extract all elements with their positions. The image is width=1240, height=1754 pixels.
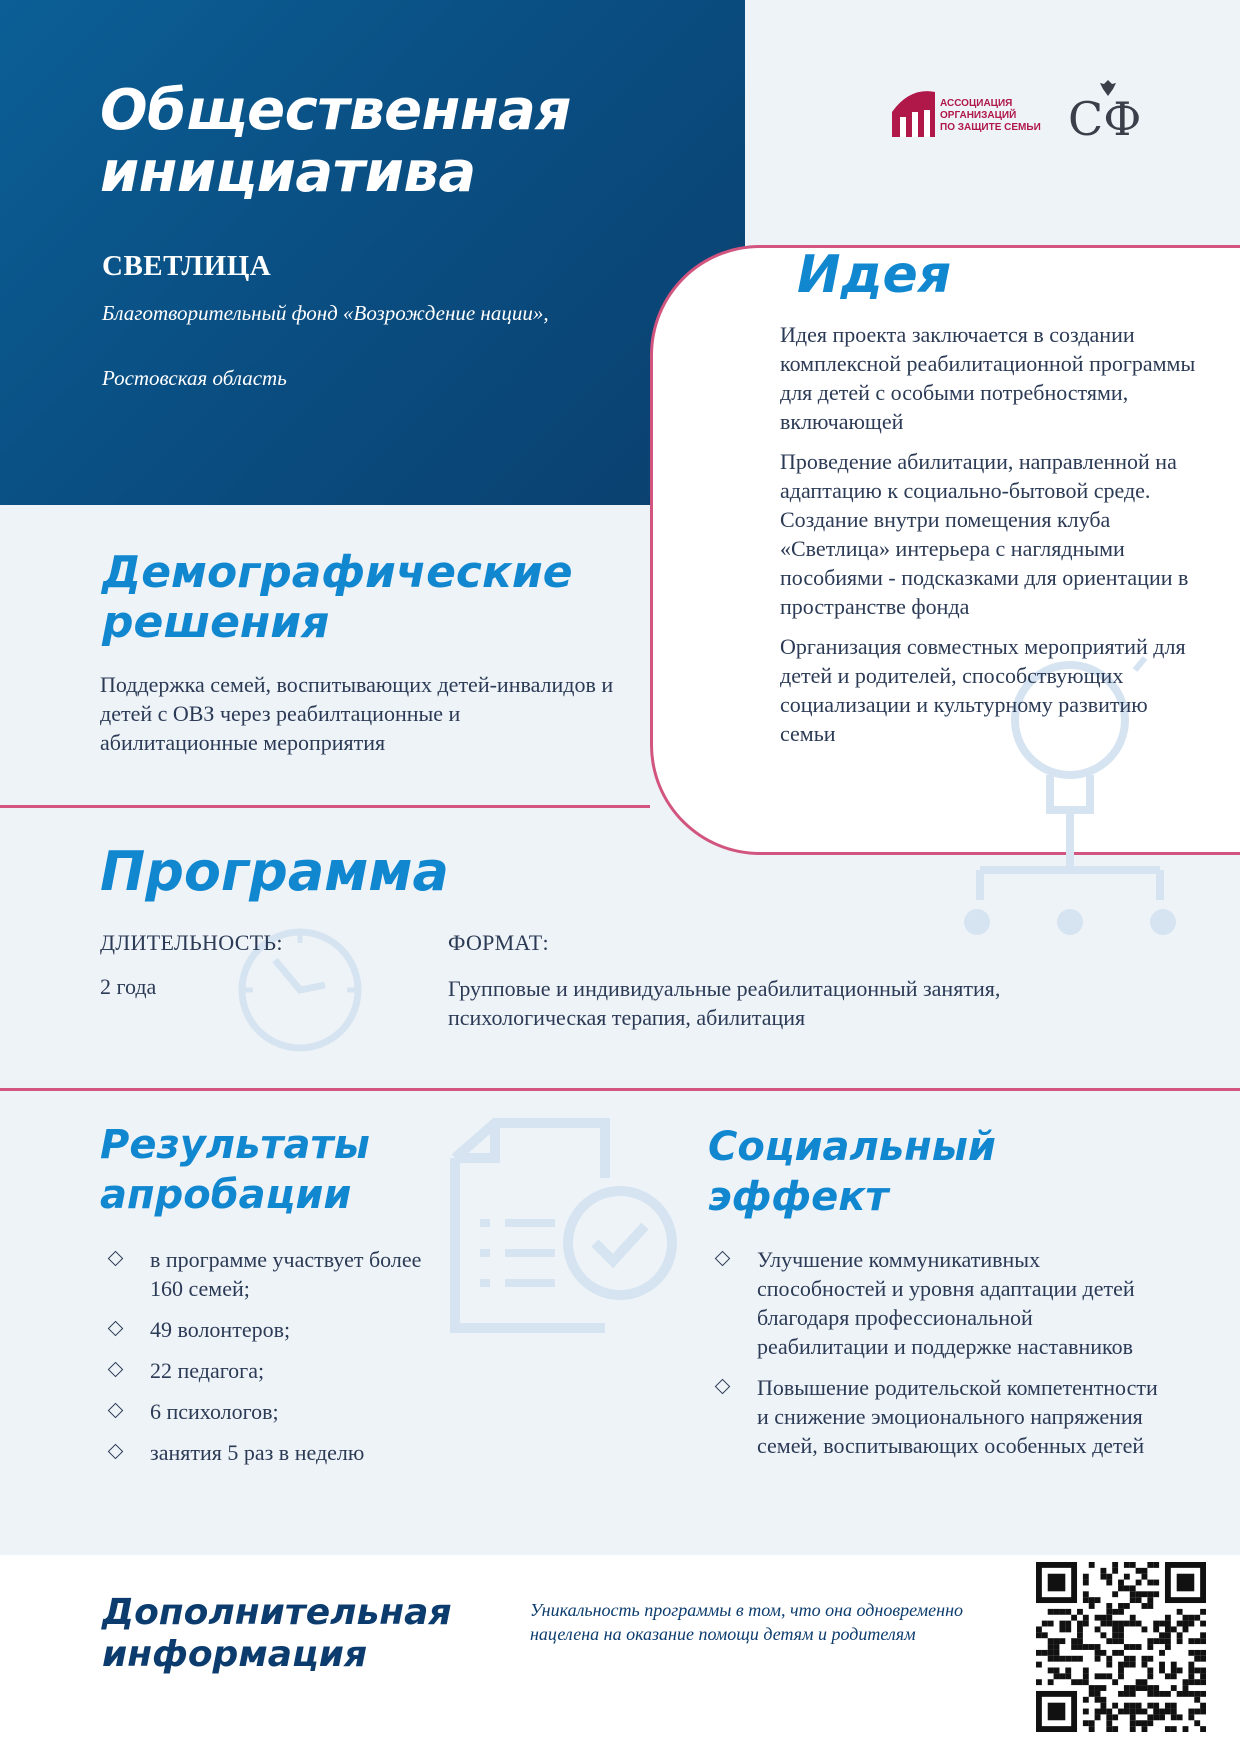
- list-item: [105, 1245, 435, 1303]
- list-item-text: 6 психологов;: [150, 1399, 279, 1424]
- program-title: Программа: [100, 840, 449, 903]
- diamond-bullet-icon: [715, 1379, 731, 1395]
- idea-paragraph: Организация совместных мероприятий для детей и родителей, способствующих социализации и культурному развитию семьи: [780, 634, 1186, 746]
- diamond-bullet-icon: [108, 1362, 124, 1378]
- idea-paragraph: Проведение абилитации, направленной на адаптацию к социально-бытовой среде. Создание внутри помещения клуба «Светлица» интерьера с наглядными пособиями - подсказками для ориентации в пространстве фонда: [780, 449, 1189, 619]
- page-title-line2: инициатива: [100, 140, 476, 205]
- duration-label: ДЛИТЕЛЬНОСТЬ:: [100, 930, 283, 955]
- divider: [0, 805, 650, 808]
- social-title-line1: Социальный: [708, 1124, 996, 1170]
- format-value: Групповые и индивидуальные реабилитационный занятия, психологическая терапия, абилитация: [448, 976, 1001, 1030]
- divider: [0, 1088, 1240, 1091]
- organization-name: Благотворительный фонд «Возрождение нации»,: [102, 301, 549, 325]
- list-item-text: занятия 5 раз в неделю: [150, 1440, 365, 1465]
- results-list: [105, 1245, 435, 1479]
- list-item-text: 49 волонтеров;: [150, 1317, 291, 1342]
- list-item-text: в программе участвует более 160 семей;: [150, 1247, 422, 1301]
- additional-info-text: Уникальность программы в том, что она одновременно нацелена на оказание помощи детям и родителям: [530, 1600, 964, 1644]
- results-title: [100, 1120, 500, 1220]
- list-item: [105, 1315, 435, 1344]
- association-text-line2: ОРГАНИЗАЦИЙ: [940, 110, 1017, 121]
- results-title-line2: апробации: [100, 1172, 352, 1218]
- list-item-text: 22 педагога;: [150, 1358, 265, 1383]
- social-title: [708, 1122, 1128, 1222]
- idea-title: Идея: [797, 245, 952, 305]
- demographic-title: [102, 548, 622, 648]
- list-item: [105, 1438, 435, 1467]
- list-item-text: Повышение родительской компетентности и снижение эмоционального напряжения семей, воспитывающих особенных детей: [757, 1375, 1158, 1458]
- list-item: [712, 1245, 1162, 1361]
- project-name: СВЕТЛИЦА: [102, 250, 272, 282]
- idea-paragraph: Идея проекта заключается в создании комплексной реабилитационной программы для детей с особыми потребностями, включающей: [780, 322, 1196, 434]
- diamond-bullet-icon: [108, 1444, 124, 1460]
- demographic-title-line2: решения: [102, 597, 330, 648]
- additional-info-title-line1: Дополнительная: [102, 1592, 452, 1633]
- diamond-bullet-icon: [108, 1251, 124, 1267]
- list-item: [105, 1397, 435, 1426]
- additional-info-title: [102, 1592, 482, 1676]
- demographic-text: Поддержка семей, воспитывающих детей-инвалидов и детей с ОВЗ через реабилтационные и абилитационные мероприятия: [100, 672, 614, 755]
- list-item-text: Улучшение коммуникативных способностей и уровня адаптации детей благодаря профессиональной реабилитации и поддержке наставников: [757, 1247, 1135, 1359]
- social-title-line2: эффект: [708, 1174, 889, 1220]
- format-label: ФОРМАТ:: [448, 930, 549, 955]
- association-logo-text: [940, 98, 1050, 134]
- qr-code-icon[interactable]: [1036, 1562, 1206, 1732]
- list-item: [105, 1356, 435, 1385]
- additional-info-title-line2: информация: [102, 1634, 368, 1675]
- list-item: [712, 1373, 1162, 1460]
- demographic-title-line1: Демографические: [102, 547, 573, 598]
- federation-logo: СФ: [1068, 92, 1142, 146]
- association-text-line3: ПО ЗАЩИТЕ СЕМЬИ: [940, 122, 1041, 133]
- duration-value: 2 года: [100, 974, 157, 999]
- diamond-bullet-icon: [715, 1251, 731, 1267]
- page-title: [100, 80, 720, 204]
- results-title-line1: Результаты: [100, 1122, 370, 1168]
- diamond-bullet-icon: [108, 1403, 124, 1419]
- social-list: [712, 1245, 1162, 1472]
- association-text-line1: АССОЦИАЦИЯ: [940, 98, 1013, 109]
- idea-text: [780, 320, 1200, 759]
- diamond-bullet-icon: [108, 1321, 124, 1337]
- page-title-line1: Общественная: [100, 78, 571, 143]
- region-name: Ростовская область: [102, 366, 287, 390]
